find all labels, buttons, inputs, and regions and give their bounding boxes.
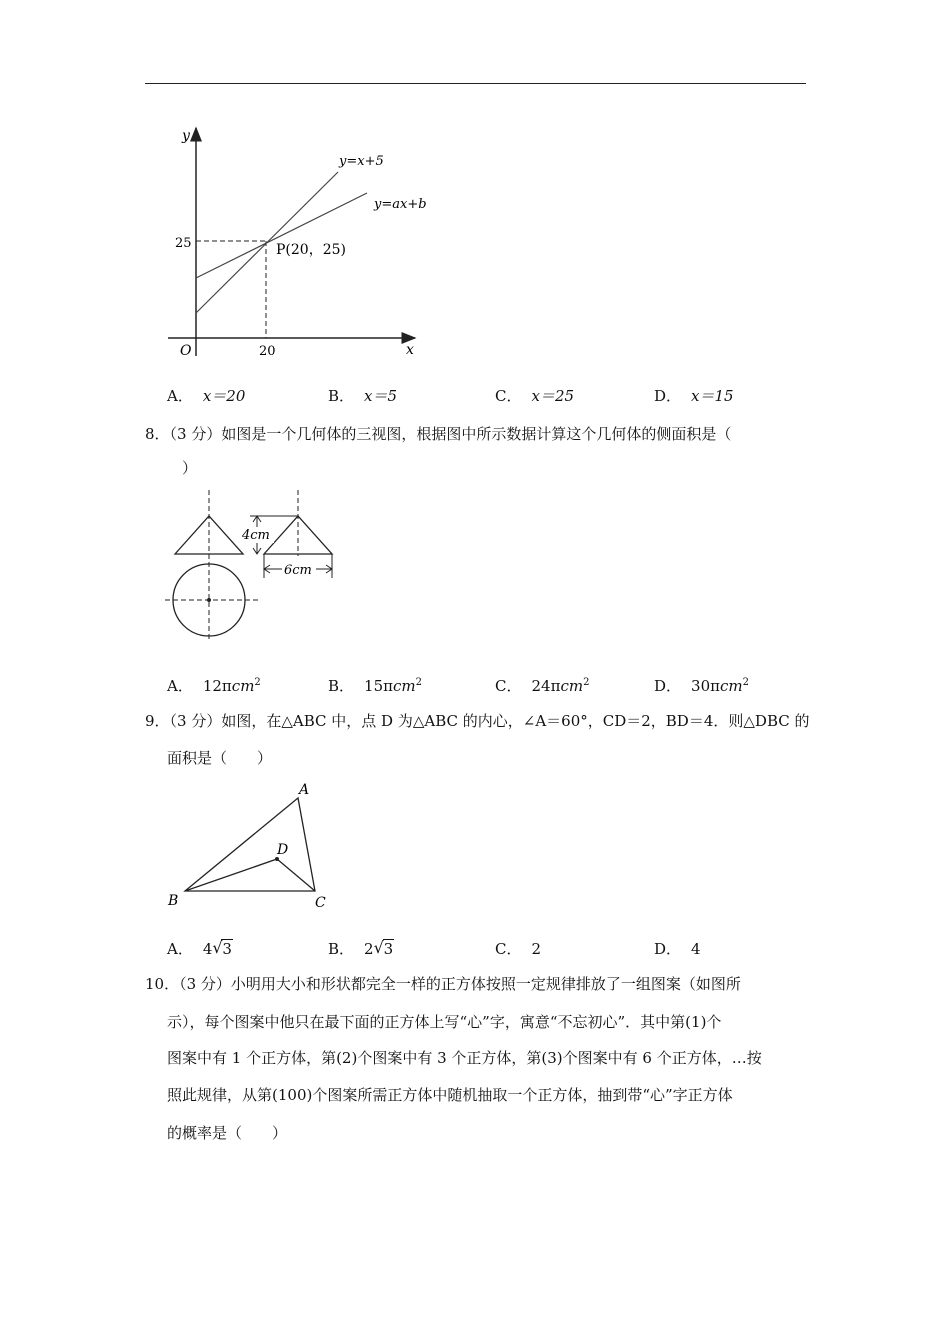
segment-bd (185, 859, 277, 891)
q9-option-b[interactable]: B． 2 √ 3 (328, 938, 394, 958)
q8-stem-line2: ） (182, 459, 198, 477)
q10-line4: 照此规律，从第(100)个图案所需正方体中随机抽取一个正方体，抽到带“心”字正方体 (167, 1086, 733, 1104)
q7-option-a[interactable]: A． x＝20 (167, 387, 246, 405)
q10-line1: 10．（3 分）小明用大小和形状都完全一样的正方体按照一定规律排放了一组图案（如图所 (145, 975, 741, 993)
linear-functions-graph (160, 120, 430, 365)
triangle-abc-figure (160, 775, 340, 915)
y-axis-label: y (182, 128, 190, 144)
q8-option-b[interactable]: B． 15πcm$^2$ (328, 677, 422, 695)
q8-option-d[interactable]: D． 30πcm$^2$ (654, 677, 749, 695)
q8-option-c[interactable]: C． 24πcm$^2$ (495, 677, 590, 695)
point-d-label: D (277, 842, 289, 858)
q7-option-c[interactable]: C． x＝25 (495, 387, 575, 405)
line2-label: y=ax+b (374, 197, 427, 212)
vertex-b-label: B (168, 893, 179, 909)
height-label: 4cm (242, 528, 270, 543)
q9-option-d[interactable]: D． 4 (654, 940, 701, 958)
q9-option-a[interactable]: A． 4 √ 3 (167, 938, 232, 958)
vertex-a-label: A (299, 782, 310, 798)
q9-stem-line2: 面积是（ ） (167, 749, 273, 767)
x-axis-label: x (406, 342, 414, 358)
q8-options (167, 675, 807, 697)
q10-line3: 图案中有 1 个正方体，第(2)个图案中有 3 个正方体，第(3)个图案中有 6 个正方体，…按 (167, 1049, 762, 1067)
x-tick-label: 20 (259, 344, 276, 359)
q9-options (167, 938, 807, 960)
q8-stem-line1: 8．（3 分）如图是一个几何体的三视图，根据图中所示数据计算这个几何体的侧面积是（ (145, 425, 732, 443)
vertex-c-label: C (315, 895, 326, 911)
q7-option-d[interactable]: D． x＝15 (654, 387, 734, 405)
segment-cd (277, 859, 315, 891)
point-p-label: P(20，25) (276, 242, 346, 258)
q9-option-c[interactable]: C． 2 (495, 940, 542, 958)
q7-option-b[interactable]: B． x＝5 (328, 387, 398, 405)
q7-options (167, 385, 807, 407)
origin-label: O (180, 343, 192, 359)
q10-line2: 示），每个图案中他只在最下面的正方体上写“心”字，寓意“不忘初心”．其中第(1)个 (167, 1013, 722, 1031)
header-rule (145, 83, 806, 84)
three-view-figure (160, 485, 345, 645)
width-label: 6cm (284, 563, 312, 578)
y-tick-label: 25 (175, 236, 192, 251)
line1-label: y=x+5 (339, 154, 384, 169)
line-y-equals-ax-plus-b (196, 193, 367, 278)
q8-option-a[interactable]: A． 12πcm$^2$ (167, 677, 261, 695)
q10-line5: 的概率是（ ） (167, 1124, 288, 1142)
triangle-abc (185, 798, 315, 891)
q9-stem-line1: 9．（3 分）如图，在△ABC 中，点 D 为△ABC 的内心，∠A＝60°，CD＝2，BD＝4．则△DBC 的 (145, 712, 810, 730)
